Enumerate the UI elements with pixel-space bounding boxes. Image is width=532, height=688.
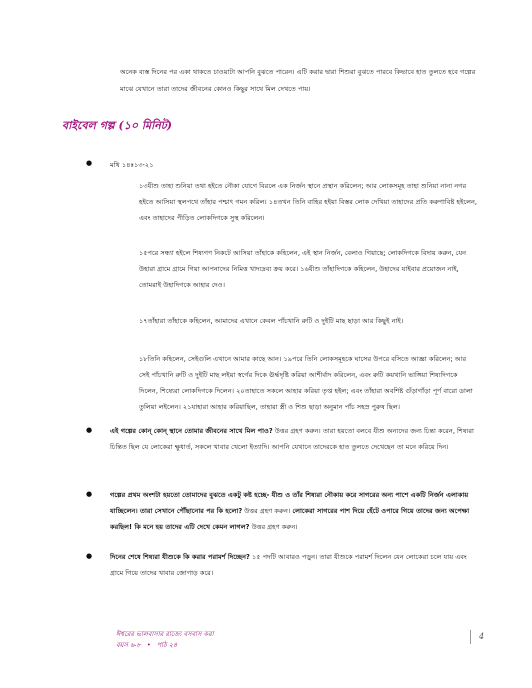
page-number: 4 bbox=[470, 630, 484, 644]
question-1 bbox=[110, 423, 478, 455]
bullet-question-2: ● bbox=[86, 490, 93, 498]
footer-title: ঈশ্বরের ভালবাসার রাজ্যে বসবাস করা bbox=[116, 630, 214, 638]
question-2-bold: গল্পের প্রথম অংশটা হয়তো তোমাদের বুঝতে একটু কষ্ট হচ্ছে- যীশু ও তাঁর শিষ্যরা নৌকায় করে সাগরের অন্য পাশে একটি নির্জন এলাকায় যাচ্ছিলেন। তারা সেখানে পৌঁছানোর পর কি হলো? bbox=[110, 491, 469, 515]
footer-age: বয়স ৬-৮ bbox=[116, 641, 141, 649]
question-3 bbox=[110, 549, 478, 581]
scripture-paragraph-1: ১৩যীশু তাহা শুনিয়া তথা হইতে নৌকা যোগে বিরলে এক নির্জন স্থানে প্রস্থান করিলেন; আর লোকসমূহ তাহা শুনিয়া নানা নগর হইতে আসিয়া স্থলপথে তাঁহার পশ্চাৎ গমন করিল। ১৪তখন তিনি বাহির হইয়া বিস্তর লোক দেখিয়া তাহাদের প্রতি করুণাবিষ্ট হইলেন, এবং তাহাদের পীড়িত লোকদিগকে সুস্থ করিলেন। bbox=[139, 182, 478, 222]
question-2-bold-2: লোকেরা সাগরের পাশ দিয়ে হেঁটে ওপারে গিয়ে তাদের জন্য অপেক্ষা করছিল! কি মনে হয় তাদের এটি দেখে কেমন লাগল? bbox=[110, 507, 470, 531]
section-title: বাইবেল গল্প (১০ মিনিট) bbox=[62, 119, 172, 132]
bullet-question-3: ● bbox=[86, 552, 93, 560]
question-3-text: ১৫ পদটি আবারও পড়ুন। তারা যীশুকে পরামর্শ দিলেন যেন লোকেরা চলে যায় এবং গ্রামে গিয়ে তাদের খাবার জোগাড় করে। bbox=[110, 553, 467, 577]
bullet-reference: ● bbox=[86, 159, 93, 167]
footer-subtitle bbox=[116, 639, 177, 651]
bullet-question-1: ● bbox=[86, 426, 93, 434]
scripture-paragraph-3: ১৭তাঁহারা তাঁহাকে কহিলেন, আমাদের এখানে কেবল পাঁচখানি রুটি ও দুইটি মাছ ছাড়া আর কিছুই নাই। bbox=[139, 317, 404, 325]
question-2-text-2: উত্তর গ্রহণ করুন। bbox=[249, 523, 298, 531]
scripture-paragraph-4: ১৮তিনি কহিলেন, সেইগুলি এখানে আমার কাছে আন। ১৯পরে তিনি লোকসমূহকে ঘাসের উপরে বসিতে আজ্ঞা করিলেন; আর সেই পাঁচখানি রুটি ও দুইটি মাছ লইয়া স্বর্গের দিকে ঊর্দ্ধদৃষ্টি করিয়া আশীর্বাদ করিলেন, এবং রুটি কয়খানি ভাঙ্গিয়া শিষ্যদিগকে দিলেন, শিষ্যেরা লোকদিগকে দিলেন। ২০তাহাতে সকলে আহার করিয়া তৃপ্ত হইল; এবং তাঁহারা অবশিষ্ট গুঁড়াগাঁড়া পূর্ণ বারো ডালা তুলিয়া লইলেন। ২১যাহারা আহার করিয়াছিল, তাহারা স্ত্রী ও শিশু ছাড়া অনুমান পাঁচ সহস্র পুরুষ ছিল। bbox=[139, 355, 473, 411]
scripture-paragraph-2: ১৫পরে সন্ধ্যা হইলে শিষ্যগণ নিকটে আসিয়া তাঁহাকে কহিলেন, এই স্থান নির্জন, বেলাও গিয়াছে; লোকদিগকে বিদায় করুন, যেন উহারা গ্রামে গ্রামে গিয়া আপনাদের নিমিত্ত খাদ্যদ্রব্য ক্রয় করে। ১৬যীশু তাঁহাদিগকে কহিলেন, উহাদের যাইবার প্রয়োজন নাই, তোমরাই উহাদিগকে আহার দেও। bbox=[139, 249, 467, 289]
intro-paragraph: অনেক ব্যস্ত দিনের পর একা থাকতে চাওয়াটা আপনি বুঝতে পারেন। এটি করার দ্বারা শিশুরা বুঝতে পারবে কিভাবে হাত তুলতে হবে গল্পের মাঝে যেখানে তারা তাদের জীবনের কোনও কিছুর সাথে মিল দেখতে পায়। bbox=[120, 68, 476, 93]
question-2 bbox=[110, 487, 478, 535]
scripture-reference: মথি ১৪ঃ১৩-২১ bbox=[110, 161, 154, 169]
footer-separator: • bbox=[146, 641, 151, 649]
question-1-text: উত্তর গ্রহণ করুন। তারা হয়তো বলবে যীশু অন্যদের জন্য চিন্তা করেন, শিষ্যরা চিন্তিত ছিল যে লোকেরা ক্ষুধার্ত, সকলে খাবার খেলো ইত্যাদি। আপনি যেখানে তাদেরকে হাত তুলতে দেখেছেন তা মনে করিয়ে দিন। bbox=[110, 427, 474, 451]
question-2-text: উত্তর গ্রহণ করুন। bbox=[242, 507, 293, 515]
question-1-bold: এই গল্পের কোন্ কোন্ স্থানে তোমার জীবনের সাথে মিল পাও? bbox=[110, 427, 273, 435]
footer-lesson: পাঠ ২৪ bbox=[156, 641, 178, 649]
question-3-bold: দিনের শেষে শিষ্যরা যীশুকে কি করার পরামর্শ দিচ্ছেন? bbox=[110, 553, 250, 561]
